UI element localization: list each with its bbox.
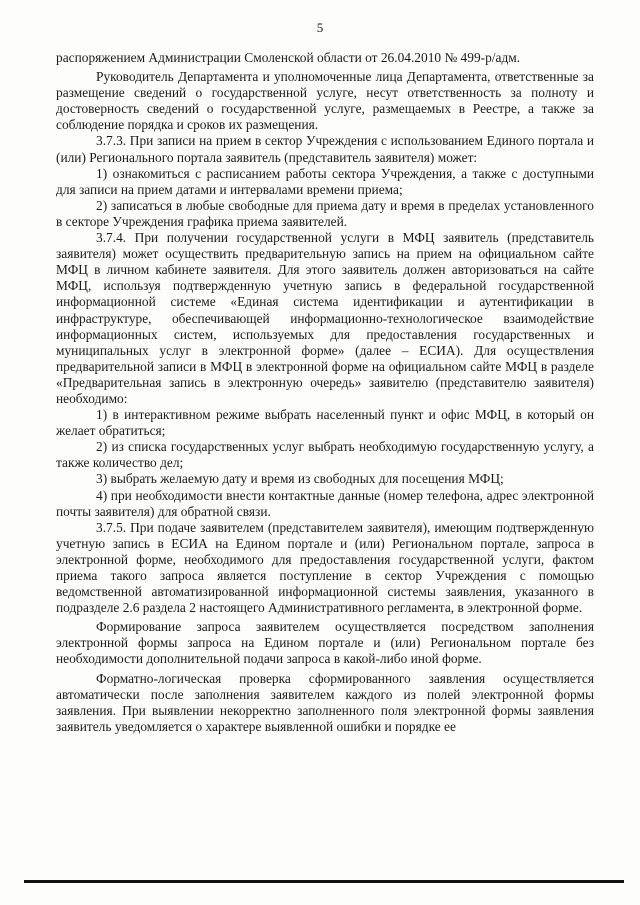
list-item-3-7-3-2: 2) записаться в любые свободные для приема дату и время в пределах установленного в секторе Учреждения графика приема заявителей.	[56, 197, 594, 229]
list-item-3-7-3-1: 1) ознакомиться с расписанием работы сектора Учреждения, а также с доступными для записи на прием датами и интервалами времени приема;	[56, 165, 594, 197]
paragraph-3-7-4: 3.7.4. При получении государственной услуги в МФЦ заявитель (представитель заявителя) может осуществить предварительную запись на прием на официальном сайте МФЦ в личном кабинете заявителя. Для этого заявитель должен авторизоваться на сайте МФЦ, используя подтвержденную учетную запись в федеральной государственной информационной системе «Единая система идентификации и аутентификации в инфраструктуре, обеспечивающей информационно-технологическое взаимодействие информационных систем, используемых для предоставления государственных и муниципальных услуг в электронной форме» (далее – ЕСИА). Для осуществления предварительной записи в МФЦ в электронной форме на официальном сайте МФЦ в разделе «Предварительная запись в электронную очередь» заявителю (представителю заявителя) необходимо:	[56, 230, 594, 406]
list-item-3-7-4-2: 2) из списка государственных услуг выбрать необходимую государственную услугу, а также количество дел;	[56, 439, 594, 471]
list-item-3-7-4-4: 4) при необходимости внести контактные данные (номер телефона, адрес электронной почты заявителя) для обратной связи.	[56, 487, 594, 519]
bottom-rule-divider	[24, 880, 624, 883]
page-number: 5	[316, 20, 324, 35]
paragraph-format-check: Форматно-логическая проверка сформированного заявления осуществляется автоматически после заполнения заявителем каждого из полей электронной формы заявления. При выявлении некорректно заполненного поля электронной формы заявления заявитель уведомляется о характере выявленной ошибки и порядке ее	[56, 670, 594, 734]
list-item-3-7-4-3: 3) выбрать желаемую дату и время из свободных для посещения МФЦ;	[96, 471, 504, 487]
paragraph-request-formation: Формирование запроса заявителем осуществляется посредством заполнения электронной формы запроса на Едином портале и (или) Региональном портале без необходимости дополнительной подачи запроса в какой-либо иной форме.	[56, 619, 594, 667]
paragraph-responsibility: Руководитель Департамента и уполномоченные лица Департамента, ответственные за размещение сведений о государственной услуге, несут ответственность за полноту и достоверность сведений о государственной услуге, размещаемых в Реестре, а также за соблюдение порядка и сроков их размещения.	[56, 69, 594, 133]
paragraph-3-7-5: 3.7.5. При подаче заявителем (представителем заявителя), имеющим подтвержденную учетную запись в ЕСИА на Едином портале и (или) Региональном портале, запроса в электронной форме, необходимого для предоставления государственной услуги, фактом приема такого запроса является поступление в сектор Учреждения с помощью ведомственной автоматизированной информационной системы заявления, указанного в подразделе 2.6 раздела 2 настоящего Административного регламента, в электронной форме.	[56, 519, 594, 616]
paragraph-closing-citation: распоряжением Администрации Смоленской области от 26.04.2010 № 499-р/адм.	[56, 50, 521, 65]
paragraph-3-7-3: 3.7.3. При записи на прием в сектор Учреждения с использованием Единого портала и (или) Регионального портала заявитель (представитель заявителя) может:	[56, 133, 594, 165]
list-item-3-7-4-1: 1) в интерактивном режиме выбрать населенный пункт и офис МФЦ, в который он желает обратиться;	[56, 407, 594, 439]
document-body	[56, 50, 594, 735]
